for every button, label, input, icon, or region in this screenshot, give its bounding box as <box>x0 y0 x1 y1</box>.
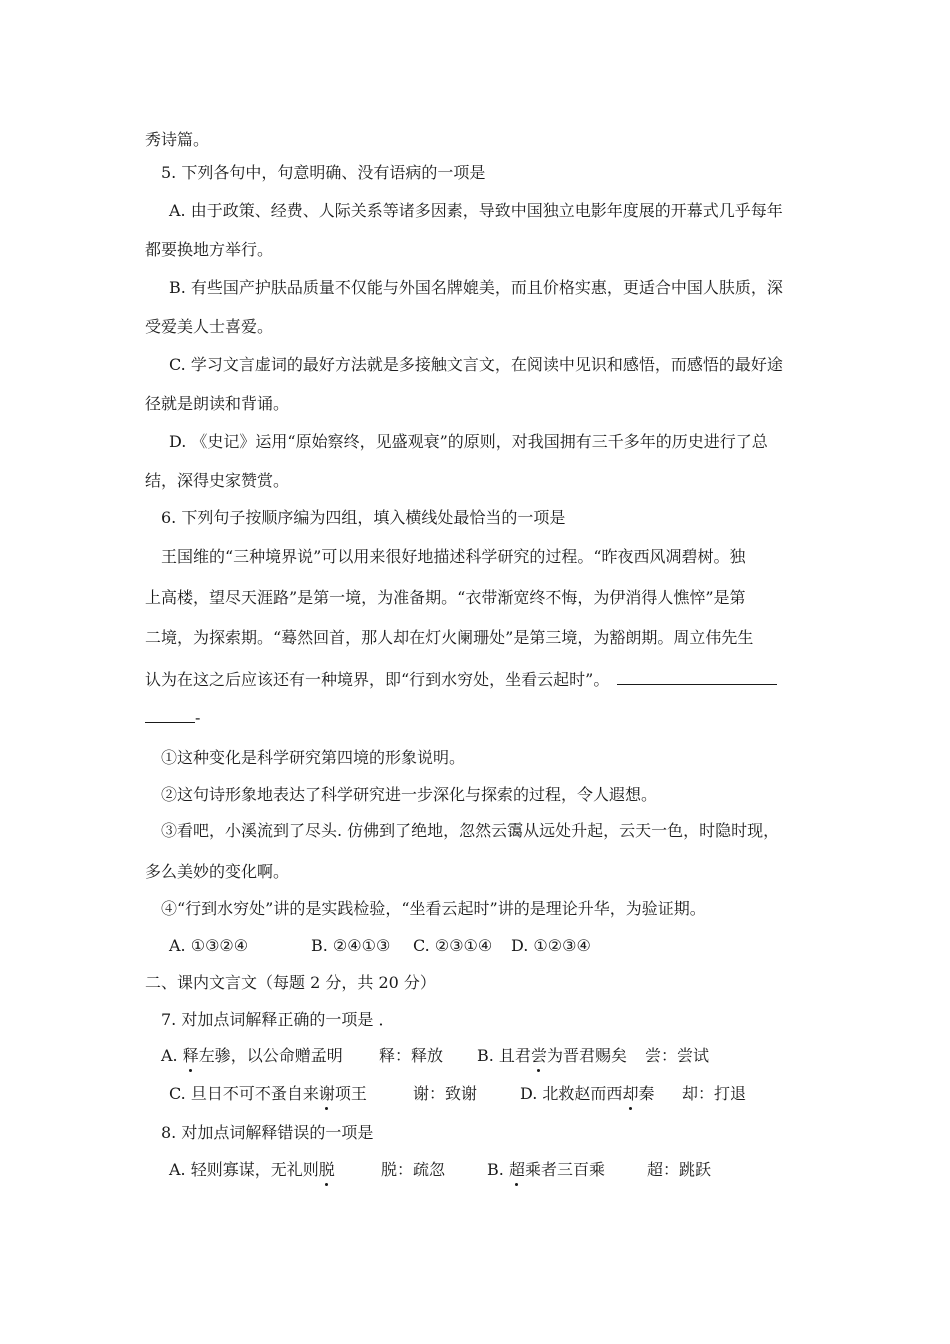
passage-text: 认为在这之后应该还有一种境界，即“行到水穷处，坐看云起时”。 <box>145 670 610 689</box>
q7-option-d: D. 北救赵而西却秦 <box>520 1084 655 1103</box>
q6-option-d: D. ①②③④ <box>511 936 591 955</box>
q7-options-row-2 <box>169 1084 746 1104</box>
q7-option-d-explanation: 却：打退 <box>682 1084 747 1103</box>
dotted-char: 却 <box>622 1084 639 1103</box>
q5-option-b: B. 有些国产护肤品质量不仅能与外国名牌媲美，而且价格实惠，更适合中国人肤质，深 <box>169 278 783 297</box>
q7-option-b-explanation: 尝：尝试 <box>645 1046 710 1065</box>
passage-line: 二境，为探索期。“蓦然回首，那人却在灯火阑珊处”是第三境，为豁朗期。周立伟先生 <box>145 628 754 647</box>
q5-option-d-cont: 结，深得史家赞赏。 <box>145 471 290 490</box>
q7-option-a: A. 释左骖，以公命赠孟明 <box>161 1046 343 1065</box>
sentence-item-2: ②这句诗形象地表达了科学研究进一步深化与探索的过程，令人遐想。 <box>161 785 658 804</box>
dotted-char: 脱 <box>318 1160 335 1179</box>
text-line: 秀诗篇。 <box>145 130 210 149</box>
dotted-char: 尝 <box>530 1046 547 1065</box>
q5-option-c: C. 学习文言虚词的最好方法就是多接触文言文，在阅读中见识和感悟，而感悟的最好途 <box>169 355 783 374</box>
q8-option-b: B. 超乘者三百乘 <box>487 1160 605 1179</box>
dotted-char: 释 <box>182 1046 199 1065</box>
q5-option-a: A. 由于政策、经费、人际关系等诸多因素，导致中国独立电影年度展的开幕式几乎每年 <box>169 201 783 220</box>
blank-continuation <box>145 708 200 728</box>
section-heading: 二、课内文言文（每题 2 分，共 20 分） <box>145 973 436 992</box>
q7-option-c: C. 旦日不可不蚤自来谢项王 <box>169 1084 367 1103</box>
passage-line: 王国维的“三种境界说”可以用来很好地描述科学研究的过程。“昨夜西风凋碧树。独 <box>161 547 746 566</box>
dotted-char: 超 <box>508 1160 525 1179</box>
q7-option-c-explanation: 谢：致谢 <box>413 1084 478 1103</box>
sentence-item-3: ③看吧，小溪流到了尽头. 仿佛到了绝地，忽然云霭从远处升起，云天一色，时隐时现， <box>161 821 780 840</box>
q7-option-b: B. 且君尝为晋君赐矣 <box>477 1046 627 1065</box>
q6-options <box>169 936 591 956</box>
q7-option-a-explanation: 释：释放 <box>379 1046 444 1065</box>
dash-mark: - <box>195 708 201 727</box>
answer-blank-cont <box>145 708 195 723</box>
passage-line: 上高楼，望尽天涯路”是第一境，为准备期。“衣带渐宽终不悔，为伊消得人憔悴”是第 <box>145 588 746 607</box>
sentence-item-3-cont: 多么美妙的变化啊。 <box>145 862 290 881</box>
answer-blank <box>617 670 777 685</box>
q8-option-b-explanation: 超：跳跃 <box>647 1160 712 1179</box>
q5-option-d: D. 《史记》运用“原始察终，见盛观衰”的原则，对我国拥有三千多年的历史进行了总 <box>169 432 768 451</box>
q6-option-a: A. ①③②④ <box>169 936 249 955</box>
dotted-char: 谢 <box>318 1084 335 1103</box>
q6-option-b: B. ②④①③ <box>311 936 391 955</box>
sentence-item-1: ①这种变化是科学研究第四境的形象说明。 <box>161 748 466 767</box>
q5-option-a-cont: 都要换地方举行。 <box>145 240 274 259</box>
passage-line-with-blank <box>145 670 777 690</box>
sentence-item-4: ④“行到水穷处”讲的是实践检验，“坐看云起时”讲的是理论升华，为验证期。 <box>161 899 706 918</box>
q6-option-c: C. ②③①④ <box>413 936 493 955</box>
q7-options-row-1 <box>161 1046 709 1066</box>
question-6-stem: 6. 下列句子按顺序编为四组，填入横线处最恰当的一项是 <box>161 508 566 527</box>
q8-option-a: A. 轻则寡谋，无礼则脱 <box>169 1160 335 1179</box>
q5-option-c-cont: 径就是朗读和背诵。 <box>145 394 290 413</box>
question-5-stem: 5. 下列各句中，句意明确、没有语病的一项是 <box>161 163 486 182</box>
q5-option-b-cont: 受爱美人士喜爱。 <box>145 317 274 336</box>
q8-options-row-1 <box>169 1160 711 1180</box>
question-8-stem: 8. 对加点词解释错误的一项是 <box>161 1123 374 1142</box>
question-7-stem: 7. 对加点词解释正确的一项是 ． <box>161 1010 395 1029</box>
q8-option-a-explanation: 脱：疏忽 <box>381 1160 446 1179</box>
